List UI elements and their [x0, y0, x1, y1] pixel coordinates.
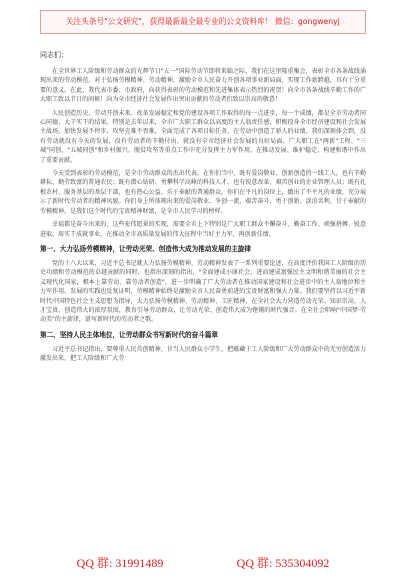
- paragraph: 在全世界工人阶级和劳动群众的光辉节日"五一"国际劳动节即将来临之际，我们在这里隆重集会，表彰全市各条战线涌现出来的劳动模范，对于弘扬劳模精神、劳动精神，激励全市人民奋力开创各项事业新局面，实现工作新跨越，具有十分重要的意义。在此，我代表市委、市政府，向获得表彰的劳动模范和先进集体表示热烈的祝贺！向全市各条战线辛勤工作的广大职工致以节日的问候！向为全市经济社会发展作出突出贡献的劳动者们致以崇高的敬意！: [40, 68, 366, 104]
- footer: [40, 553, 366, 571]
- qq-group-2: QQ 群: 535304092: [236, 555, 330, 570]
- qq-group-1: QQ 群: 31991489: [76, 555, 164, 570]
- promo-banner: [40, 10, 366, 34]
- paragraph: 党的十八大以来，习近平总书记就大力弘扬劳模精神、劳动精神发表了一系列重要论述，在高度评价我国工人阶级的历史功绩和劳动模范的卓越贡献的同时，也指出深刻的指出，"全面建成小康社会，进而建成富强民主文明和谐美丽的社会主义现代化国家，根本上靠劳动、靠劳动者创造"，进一步明确了广大劳动者在推动国家建设和社会进步中的主人翁地位和主力军作用。发展的实践也反复证明，劳模精神始终是激励全市人民奋勇前进的宝贵财富和强大力量。我们要坚持以习近平新时代中国特色社会主义思想为指导，大力弘扬劳模精神、劳动精神、工匠精神，在全社会大力营造劳动光荣、知识崇高、人才宝贵、创造伟大的浓厚氛围，教育引导劳动群众，让劳动光荣、创造伟大成为铿锵的时代强音。在全社会唱响"中国梦·劳动美"的主旋律，谱写新时代的劳动者之歌。: [40, 259, 366, 324]
- promo-banner-text: 关注头条号"公文研究"，获得最新最全最专业的公文资料库！ 微信：gongwenyj: [65, 17, 341, 26]
- paragraph: 习近平总书记指出，要尊重人民首创精神，甘当人民群众小学生，把蕴藏于工人阶级和广大劳动群众中的无穷创造活力激发出来，把工人阶级和广大劳: [40, 345, 366, 363]
- section-heading-1: 第一、大力弘扬劳模精神，让劳动光荣、创造伟大成为推动发展的主旋律: [40, 244, 251, 253]
- section-heading-2: 第二、坚持人民主体地位，让劳动群众书写新时代的奋斗篇章: [40, 330, 219, 339]
- paragraph: 幸福都是奋斗出来的，这些宏伟愿景的实现，需要全市上下特别是广大职工群众不懈奋斗、勤奋工作、顽强拼搏、锐意进取，用实干成就事业，在推动全市高质量发展的伟大征程中当好主力军，再创新佳绩。: [40, 221, 366, 238]
- document-body: [40, 50, 366, 545]
- greeting: 同志们：: [40, 51, 68, 59]
- paragraph: 人民创造历史，劳动开创未来。改革发展稳定和党的建设各项工作取得的每一点进步，每一个成绩，都是全市劳动者同心同德、大干实干的结果。特别是去年以来，全市广大职工群众以高度的主人翁责任感，积极投身全市经济建设和社会发展主战场，加快发展不停步，攻坚克难不畏难，全面完成了各项目标任务，在劳动中创造了骄人的业绩。我们深刻体会到，没有劳动就没有今天的发展，没有劳动者的辛勤付出，就没有全市经济社会发展的良好局面。广大职工在"两新"工程、"三城"同创、"五城同创"和乡村振兴、脱贫攻坚等重点工作中充分发挥主力军作用，在推动发展、维护稳定、构建和谐中作出了重要贡献。: [40, 109, 366, 164]
- paragraph: 今天受到表彰的劳动模范，是全市劳动群众的杰出代表。在你们当中，既有爱岗敬业、创新创造的一线工人，也有辛勤耕耘、勤劳致富的普通农民；既有潜心钻研、勇攀科学高峰的科技人才，也有锐意改革、艰苦创业的企业管理人员；既有扎根农村、服务基层的基层干部，也有热心公益、乐于奉献的普通群众。你们在平凡的岗位上，做出了不平凡的业绩，充分展示了新时代劳动者的精神风貌。你们身上所体现出来的爱岗敬业、争创一流、艰苦奋斗、勇于创新、淡泊名利、甘于奉献的劳模精神，是我们这个时代的宝贵精神财富，是全市人民学习的榜样。: [40, 170, 366, 215]
